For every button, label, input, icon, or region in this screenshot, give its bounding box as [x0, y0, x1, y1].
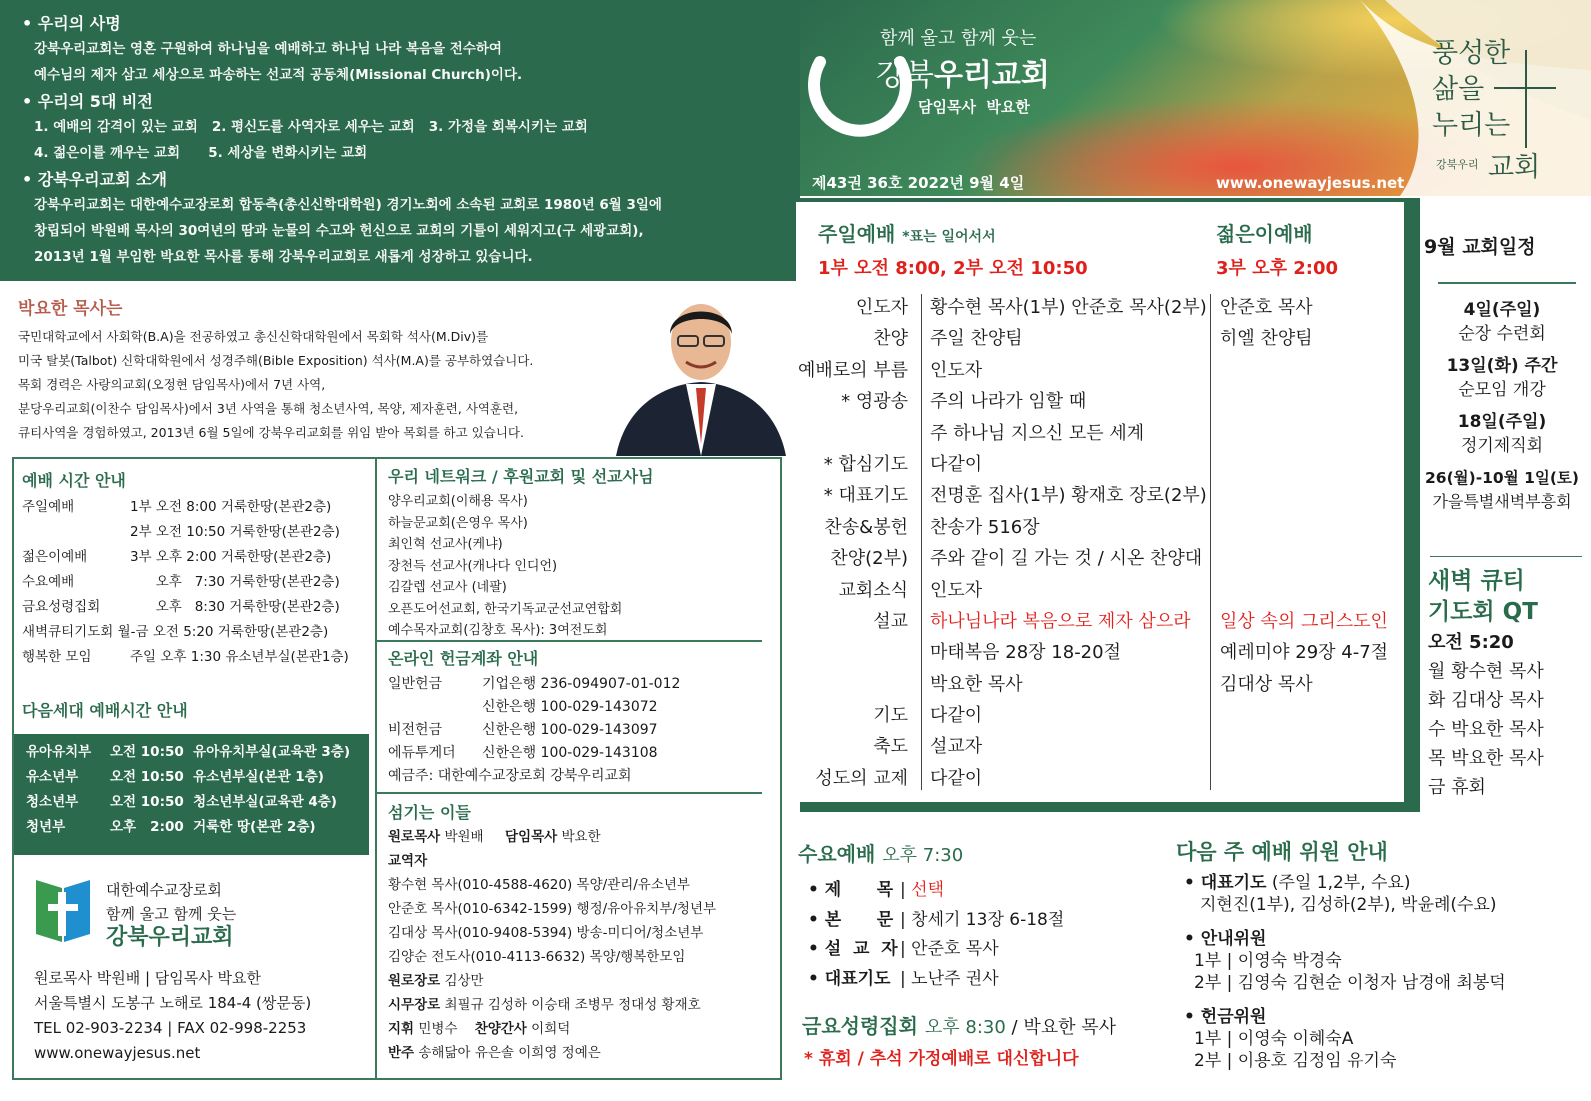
- bank-row: [388, 742, 768, 765]
- header-slogan: 함께 울고 함께 웃는: [880, 28, 1037, 49]
- bank-title: 온라인 헌금계좌 안내: [388, 649, 539, 668]
- times-label: 행복한 모임: [22, 649, 92, 665]
- order-row: [796, 763, 1404, 794]
- pastor-photo: [606, 284, 796, 456]
- servants-row: [388, 969, 773, 993]
- calendar-rule: [1430, 556, 1582, 557]
- logo-church-name: 강북우리교회: [106, 925, 234, 950]
- motto-line: 풍성한: [1432, 38, 1511, 69]
- next-week-heading: [1184, 928, 1584, 950]
- order-label: * 합심기도: [823, 453, 908, 475]
- qt-title: 새벽 큐티: [1428, 568, 1525, 594]
- network-title: 우리 네트워크 / 후원교회 및 선교사님: [388, 467, 654, 486]
- network-item: 예수목자교회(김창호 목사): 3여전도회: [388, 623, 608, 638]
- order-row: [796, 512, 1404, 543]
- times-row: [22, 545, 377, 570]
- times-row: [22, 495, 377, 520]
- times-row: [22, 595, 377, 620]
- bio-title: 박요한 목사는: [18, 299, 123, 319]
- servants-name: 민병수: [414, 1021, 475, 1037]
- next-week-line: 2부 | 김영숙 김현순 이청자 남경애 최봉덕: [1194, 973, 1506, 993]
- servants-name: 박요한: [557, 829, 601, 845]
- bank-holder: 예금주: 대한예수교장로회 강북우리교회: [388, 768, 632, 784]
- about-line: 창립되어 박원배 목사의 30여년의 땀과 눈물의 수고와 헌신으로 교회의 기틀이 세워지고(구 세광교회),: [34, 223, 644, 239]
- order-label: * 영광송: [841, 391, 908, 413]
- wednesday-key: • 제 목: [808, 880, 894, 900]
- nextgen-times: [14, 734, 369, 855]
- order-value: 전명훈 집사(1부) 황재호 장로(2부): [930, 485, 1207, 507]
- qt-row: 수 박요한 목사: [1428, 719, 1544, 740]
- calendar-event: 정기제직회: [1460, 436, 1544, 456]
- nextgen-value: 오전 10:50 유소년부실(본관 1층): [110, 769, 324, 785]
- order-row: [796, 575, 1404, 606]
- qt-row: 목 박요한 목사: [1428, 748, 1544, 769]
- wednesday-time: 오후 7:30: [882, 845, 964, 866]
- wednesday-key: • 대표기도: [808, 968, 891, 989]
- next-week-line: 2부 | 이용호 김정임 유기숙: [1194, 1051, 1397, 1071]
- times-row: [22, 520, 377, 545]
- order-label: 설교: [873, 610, 908, 632]
- motto-church: 교회: [1488, 152, 1541, 183]
- wednesday-row: • 제 목 | 선택: [808, 876, 1168, 906]
- order-value: 설교자: [930, 736, 983, 758]
- servants-name: 송해닮아 유은솔 이희영 정예은: [414, 1045, 601, 1061]
- website-link[interactable]: www.onewayjesus.net: [1216, 174, 1405, 192]
- times-label: 금요성령집회: [22, 599, 101, 615]
- bank-row: [388, 719, 768, 742]
- calendar-title: 9월 교회일정: [1424, 236, 1536, 258]
- servants-row: [388, 849, 773, 873]
- qt-row: 화 김대상 목사: [1428, 690, 1544, 711]
- calendar-event: 가을특별새벽부흥회: [1432, 492, 1572, 511]
- order-row: [796, 606, 1404, 637]
- order-label: 축도: [873, 736, 908, 758]
- times-row: [22, 620, 377, 645]
- bio-line: 목회 경력은 사랑의교회(오정현 담임목사)에서 7년 사역,: [18, 377, 326, 392]
- order-label: 인도자: [855, 297, 908, 318]
- church-title-bold: 우리교회: [933, 58, 1050, 93]
- order-row: [796, 386, 1404, 417]
- wednesday-value: 노난주 권사: [911, 968, 999, 989]
- order-row: [796, 637, 1404, 668]
- nextgen-value: 오후 2:00 거룩한 땅(본관 2층): [110, 819, 316, 835]
- order-label: 기도: [873, 705, 908, 727]
- bank-label: 에듀투게더: [388, 745, 456, 761]
- sunday-service-time: 1부 오전 8:00, 2부 오전 10:50: [818, 258, 1088, 279]
- contact-website[interactable]: www.onewayjesus.net: [34, 1044, 201, 1062]
- vision-line: 4. 젊은이를 깨우는 교회 5. 세상을 변화시키는 교회: [34, 145, 368, 161]
- qt-time: 오전 5:20: [1428, 632, 1514, 653]
- calendar-date: 13일(화) 주간: [1446, 356, 1558, 376]
- times-label: 수요예배: [22, 574, 75, 590]
- motto-small: 강북우리: [1436, 158, 1479, 171]
- contact-line: 원로목사 박원배 | 담임목사 박요한: [34, 969, 261, 987]
- order-label: 교회소식: [838, 579, 908, 601]
- sunday-title-text: 주일예배: [818, 222, 896, 246]
- qt-row: 금 휴회: [1428, 777, 1486, 798]
- mission-title: • 우리의 사명: [22, 12, 800, 36]
- church-title-prefix: 강북: [876, 58, 934, 93]
- wednesday-details: [808, 876, 1168, 994]
- network-item: 최인혁 선교사(케냐): [388, 537, 503, 552]
- logo-text: [106, 878, 236, 950]
- servants-name: 이희덕: [526, 1021, 571, 1037]
- servants-role: 시무장로: [388, 997, 441, 1013]
- order-row: [796, 449, 1404, 480]
- wednesday-title: [798, 838, 963, 867]
- friday-title-text: 금요성령집회: [802, 1014, 918, 1038]
- logo-line: 대한예수교장로회: [106, 881, 222, 899]
- next-week-line: 1부 | 이영숙 이혜숙A: [1194, 1029, 1354, 1049]
- servants-row: [388, 993, 773, 1017]
- servants-name: 김상만: [440, 973, 484, 989]
- times-value: 2부 오전 10:50 거룩한땅(본관2층): [130, 524, 340, 540]
- network-item: 오픈도어선교회, 한국기독교군선교연합회: [388, 601, 623, 617]
- order-value: 다같이: [930, 453, 983, 475]
- bank-label: 일반헌금: [388, 676, 443, 692]
- calendar-date: 26(월)-10월 1일(토): [1425, 469, 1579, 487]
- mission-line: 강북우리교회는 영혼 구원하여 하나님을 예배하고 하나님 나라 복음을 전수하여: [34, 41, 502, 57]
- order-label: 찬양(2부): [830, 548, 908, 570]
- order-label: 찬송&봉헌: [824, 516, 908, 538]
- friday-note: * 휴회 / 추석 가정예배로 대신합니다: [804, 1049, 1079, 1069]
- servants-name: 최필규 김성하 이승태 조병무 정대성 황재호: [440, 997, 701, 1013]
- qt-row: 월 황수현 목사: [1428, 661, 1544, 682]
- order-value: 황수현 목사(1부) 안준호 목사(2부): [930, 297, 1207, 318]
- wednesday-row: • 설 교 자 | 안준호 목사: [808, 935, 1168, 965]
- calendar-date: 18일(주일): [1457, 412, 1547, 432]
- servants-role: 반주: [388, 1045, 415, 1061]
- bank-account: 신한은행 100-029-143108: [482, 745, 658, 761]
- times-value: 3부 오후 2:00 거룩한땅(본관2층): [130, 549, 332, 565]
- next-week-title: 다음 주 예배 위원 안내: [1176, 840, 1388, 864]
- calendar-list: [1414, 290, 1590, 514]
- servants-row: 김양순 전도사(010-4113-6632) 목양/행복한모임: [388, 949, 686, 965]
- bank-accounts: [388, 646, 768, 788]
- order-row: [796, 480, 1404, 511]
- order-value: 히엘 찬양팀: [1220, 328, 1313, 350]
- mission-line: 예수님의 제자 삼고 세상으로 파송하는 선교적 공동체(Missional Church)이다.: [34, 67, 523, 83]
- church-logo-icon: [32, 872, 94, 946]
- vision-line: 1. 예배의 감격이 있는 교회 2. 평신도를 사역자로 세우는 교회 3. 가정을 회복시키는 교회: [34, 119, 588, 135]
- servants-row: 황수현 목사(010-4588-4620) 목양/관리/유소년부: [388, 877, 690, 893]
- nextgen-label: 유소년부: [26, 769, 79, 785]
- order-value: 마태복음 28장 18-20절: [930, 642, 1121, 664]
- order-label: 성도의 교제: [815, 767, 908, 789]
- next-week-heading: [1184, 1006, 1584, 1028]
- bank-row: [388, 696, 768, 719]
- wednesday-key: • 설 교 자: [808, 939, 898, 959]
- about-title: • 강북우리교회 소개: [22, 168, 800, 192]
- servants-role: 원로목사: [388, 829, 441, 845]
- order-value: 안준호 목사: [1220, 297, 1313, 318]
- next-week-sub: (주일 1,2부, 수요): [1266, 873, 1411, 893]
- times-value: 주일 오후 1:30 유소년부실(본관1층): [130, 649, 349, 665]
- about-line: 2013년 1월 부임한 박요한 목사를 통해 강북우리교회로 새롭게 성장하고 있습니다.: [34, 249, 533, 265]
- network-divider: [377, 640, 762, 642]
- contact-line: TEL 02-903-2234 | FAX 02-998-2253: [34, 1019, 307, 1037]
- next-week-heading: [1184, 872, 1584, 894]
- servants-row: [388, 825, 773, 849]
- times-value: 1부 오전 8:00 거룩한땅(본관2층): [130, 499, 332, 515]
- servants-row: 김대상 목사(010-9408-5394) 방송-미디어/청소년부: [388, 925, 704, 941]
- order-row: [796, 418, 1404, 449]
- order-row: [796, 323, 1404, 354]
- nextgen-row: [26, 740, 369, 765]
- servants-role: 담임목사: [505, 829, 558, 845]
- network-item: 장천득 선교사(캐나다 인디언): [388, 558, 558, 574]
- order-label: 예배로의 부름: [797, 359, 908, 381]
- about-line: 강북우리교회는 대한예수교장로회 합동측(총신신학대학원) 경기노회에 소속된 교회로 1980년 6월 3일에: [34, 197, 662, 213]
- sunday-service-title: [818, 218, 996, 247]
- order-row: [796, 355, 1404, 386]
- network-item: 김갈렙 선교사 (네팔): [388, 580, 507, 595]
- bank-account: 신한은행 100-029-143072: [482, 699, 658, 715]
- order-value: 예레미야 29장 4-7절: [1220, 642, 1389, 664]
- order-value: 주 하나님 지으신 모든 세계: [930, 422, 1145, 444]
- friday-speaker: / 박요한 목사: [1005, 1017, 1116, 1038]
- friday-title: [802, 1010, 1116, 1039]
- bank-divider: [377, 792, 762, 794]
- order-lines: [796, 292, 1404, 794]
- network-list: [388, 464, 768, 642]
- nextgen-row: [26, 815, 369, 840]
- bank-label: 비전헌금: [388, 722, 443, 738]
- order-value: 다같이: [930, 705, 983, 727]
- bank-account: 기업은행 236-094907-01-012: [482, 676, 681, 692]
- wednesday-row: • 대표기도 | 노난주 권사: [808, 965, 1168, 995]
- order-value: 인도자: [930, 579, 983, 601]
- next-week-role: • 대표기도: [1184, 873, 1267, 893]
- nextgen-row: [26, 765, 369, 790]
- servants-row: 안준호 목사(010-6342-1599) 행정/유아유치부/청년부: [388, 901, 717, 917]
- calendar-date: 4일(주일): [1463, 300, 1541, 320]
- contact-line: 서울특별시 도봉구 노해로 184-4 (쌍문동): [34, 994, 312, 1012]
- order-value: 일상 속의 그리스도인: [1220, 610, 1388, 632]
- calendar-rule: [1438, 282, 1576, 284]
- servants-row: [388, 1017, 773, 1041]
- times-row: [22, 645, 377, 670]
- calendar-event: 순장 수련회: [1458, 324, 1546, 344]
- intro-band: [0, 0, 800, 281]
- wednesday-value: 안준호 목사: [911, 939, 999, 959]
- youth-service-time: 3부 오후 2:00: [1216, 258, 1338, 279]
- servants-name: 박원배: [440, 829, 506, 845]
- order-row: [796, 292, 1404, 323]
- church-title: [876, 50, 1050, 94]
- bank-row: [388, 673, 768, 696]
- calendar-event: 순모임 개강: [1458, 380, 1546, 400]
- youth-service-title: 젊은이예배: [1216, 222, 1313, 246]
- standing-note: *표는 일어서서: [902, 229, 996, 245]
- nextgen-row: [26, 790, 369, 815]
- friday-time: 오후 8:30: [924, 1017, 1006, 1038]
- wednesday-row: • 본 문 | 창세기 13장 6-18절: [808, 906, 1168, 936]
- nextgen-value: 오전 10:50 유아유치부실(교육관 3층): [110, 744, 350, 760]
- bank-account: 신한은행 100-029-143097: [482, 722, 658, 738]
- nextgen-label: 유아유치부: [26, 744, 92, 760]
- next-week-line: 1부 | 이영숙 박경숙: [1194, 951, 1342, 971]
- times-value: 오후 8:30 거룩한땅(본관2층): [130, 599, 340, 615]
- order-value: 박요한 목사: [930, 673, 1023, 695]
- pastor-bio: [18, 294, 618, 445]
- motto-line: 누리는: [1432, 110, 1511, 141]
- order-row: [796, 731, 1404, 762]
- network-item: 양우리교회(이해용 목사): [388, 494, 528, 509]
- order-value: 하나님나라 복음으로 제자 삼으라: [930, 610, 1191, 632]
- servants-role: 교역자: [388, 853, 428, 869]
- vision-title: • 우리의 5대 비전: [22, 90, 800, 114]
- order-label: * 대표기도: [823, 485, 908, 507]
- next-week-list: [1184, 872, 1584, 1072]
- servants-role: 원로장로: [388, 973, 441, 989]
- times-value: 새벽큐티기도회 월-금 오전 5:20 거룩한땅(본관2층): [22, 624, 329, 640]
- servants-role: 지휘: [388, 1021, 415, 1037]
- times-label: 주일예배: [22, 499, 75, 515]
- order-value: 주의 나라가 임할 때: [930, 391, 1087, 413]
- times-title: 예배 시간 안내: [22, 471, 126, 490]
- times-value: 오후 7:30 거룩한땅(본관2층): [130, 574, 340, 590]
- order-value: 다같이: [930, 767, 983, 789]
- next-week-role: • 안내위원: [1184, 929, 1267, 949]
- qt-title: 기도회 QT: [1428, 599, 1538, 625]
- nextgen-label: 청년부: [26, 819, 66, 835]
- servants-title: 섬기는 이들: [388, 803, 471, 822]
- nextgen-title: 다음세대 예배시간 안내: [22, 701, 188, 720]
- next-week-line: 지현진(1부), 김성하(2부), 박윤례(수요): [1200, 895, 1497, 915]
- wednesday-value: 선택: [911, 880, 944, 900]
- wednesday-title-text: 수요예배: [798, 842, 876, 866]
- motto-line: 삶을: [1432, 74, 1485, 105]
- order-value: 찬송가 516장: [930, 516, 1040, 538]
- network-item: 하늘문교회(은영우 목사): [388, 515, 528, 531]
- nextgen-label: 청소년부: [26, 794, 79, 810]
- bio-line: 분당우리교회(이찬수 담임목사)에서 3년 사역을 통해 청소년사역, 목양, 제자훈련, 사역훈련,: [18, 401, 519, 416]
- bio-line: 큐티사역을 경험하였고, 2013년 6월 5일에 강북우리교회를 위임 받아 목회를 하고 있습니다.: [18, 425, 524, 440]
- order-row: [796, 700, 1404, 731]
- contact-info: [34, 966, 311, 1066]
- wednesday-key: • 본 문: [808, 909, 894, 930]
- order-row: [796, 543, 1404, 574]
- order-label: 찬양: [873, 328, 908, 350]
- dawn-qt: [1428, 566, 1588, 802]
- servants-row: [388, 1041, 773, 1065]
- order-value: 인도자: [930, 359, 983, 381]
- order-value: 주일 찬양팀: [930, 328, 1023, 350]
- issue-date: 제43권 36호 2022년 9월 4일: [812, 174, 1025, 192]
- order-value: 김대상 목사: [1220, 673, 1313, 695]
- times-row: [22, 570, 377, 595]
- servants-list: [388, 800, 773, 1065]
- logo-line: 함께 울고 함께 웃는: [106, 905, 237, 923]
- header-pastor: 담임목사 박요한: [918, 98, 1030, 116]
- times-label: 젊은이예배: [22, 549, 88, 565]
- bio-line: 미국 탈봇(Talbot) 신학대학원에서 성경주해(Bible Exposition) 석사(M.A)를 공부하였습니다.: [18, 353, 534, 368]
- servants-role: 찬양간사: [474, 1021, 527, 1037]
- wednesday-value: 창세기 13장 6-18절: [911, 909, 1065, 930]
- next-week-role: • 헌금위원: [1184, 1007, 1267, 1027]
- nextgen-value: 오전 10:50 청소년부실(교육관 4층): [110, 794, 337, 810]
- worship-times: [22, 468, 377, 670]
- order-value: 주와 같이 길 가는 것 / 시온 찬양대: [930, 548, 1203, 570]
- bio-line: 국민대학교에서 사회학(B.A)을 전공하였고 총신신학대학원에서 목회학 석사(M.Div)를: [18, 329, 489, 344]
- order-row: [796, 669, 1404, 700]
- motto: [1432, 36, 1510, 144]
